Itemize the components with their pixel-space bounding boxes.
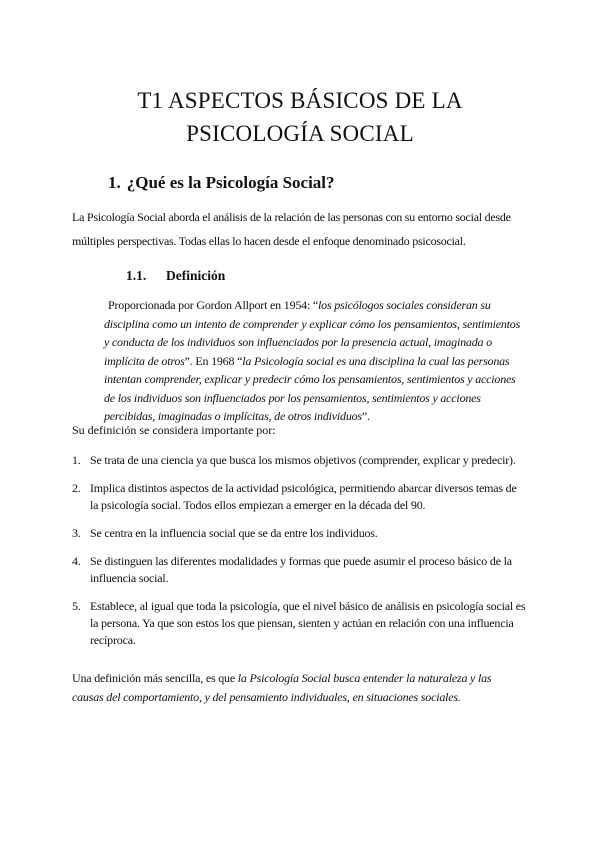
- list-item-text: Se centra en la influencia social que se da entre los individuos.: [90, 526, 378, 540]
- intro-paragraph: La Psicología Social aborda el análisis de la relación de las personas con su entorno social desde múltiples perspectivas. Todas ellas lo hacen desde el enfoque denominado psicosocial.: [72, 210, 511, 248]
- list-lead: Su definición se considera importante por:: [72, 423, 276, 437]
- list-item-number: 1.: [72, 453, 81, 467]
- list-item-number: 4.: [72, 554, 81, 568]
- list-item-text: Se trata de una ciencia ya que busca los mismos objetivos (comprender, explicar y predecir).: [90, 453, 516, 467]
- list-item: [72, 598, 527, 649]
- subsection-title: Definición: [166, 268, 226, 283]
- importance-list: [72, 452, 527, 660]
- closing-italic: la Psicología Social busca entender la naturaleza y las causas del comportamiento, y del pensamiento individuales, en situaciones sociales.: [72, 671, 492, 704]
- quote-part-2: ”. En 1968 “: [184, 353, 243, 368]
- quote-italic-2: la Psicología social es una disciplina la cual las personas intentan comprender, explicar y predecir cómo los pensamientos, sentimientos y acciones de los individuos son influenciados por los pensamientos, sentimientos y acciones percibidas, imaginadas o implícitas, de otros individuos: [104, 353, 516, 423]
- list-item-text: Se distinguen las diferentes modalidades y formas que puede asumir el proceso básico de la influencia social.: [90, 554, 512, 585]
- list-item-text: Implica distintos aspectos de la actividad psicológica, permitiendo abarcar diversos temas de la psicología social. Todos ellos empiezan a emerger en la década del 90.: [90, 481, 517, 512]
- definition-quote: [104, 296, 524, 426]
- list-item: [72, 525, 527, 542]
- list-item: [72, 553, 527, 587]
- subsection-number: 1.1.: [126, 268, 147, 283]
- quote-part-3: ”.: [361, 409, 370, 423]
- quote-part-1: Proporcionada por Gordon Allport en 1954: “: [108, 298, 319, 312]
- title-line-2: PSICOLOGÍA SOCIAL: [186, 121, 414, 146]
- title-line-1: T1 ASPECTOS BÁSICOS DE LA: [137, 88, 463, 113]
- quote-italic-1: los psicólogos sociales consideran su disciplina como un intento de comprender y explicar cómo los pensamientos, sentimientos y conducta de los individuos son influenciados por la presencia actual, imaginada o implícita de otros: [104, 298, 521, 368]
- list-item-number: 5.: [72, 599, 81, 613]
- document-title: [60, 84, 540, 150]
- list-item: [72, 480, 527, 514]
- section-title: ¿Qué es la Psicología Social?: [126, 173, 335, 192]
- section-number: 1.: [108, 173, 121, 192]
- list-item: [72, 452, 527, 469]
- list-item-number: 2.: [72, 481, 81, 495]
- closing-plain: Una definición más sencilla, es que: [72, 671, 238, 685]
- list-item-text: Establece, al igual que toda la psicología, que el nivel básico de análisis en psicología social es la persona. Ya que son estos los que piensan, sienten y actúan en relación con una influencia recíproca.: [90, 599, 526, 647]
- list-item-number: 3.: [72, 526, 81, 540]
- section-heading: [108, 173, 335, 193]
- closing-paragraph: [72, 669, 524, 706]
- subsection-heading: [126, 268, 225, 284]
